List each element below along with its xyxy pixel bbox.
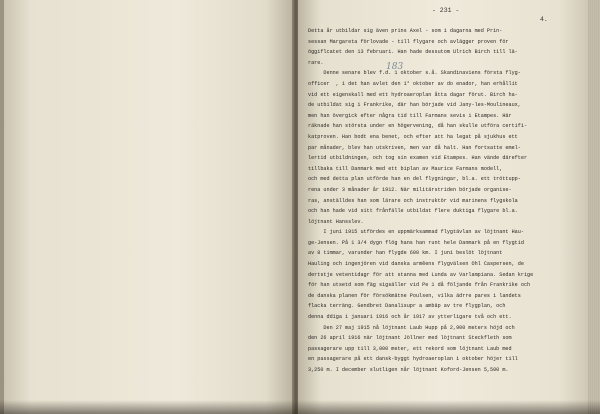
bottom-shadow xyxy=(0,400,600,414)
text-line: denna ddiga i januari 1916 och år 1917 av ytterligare två och ett. xyxy=(308,314,512,321)
text-line: rare. xyxy=(308,59,324,66)
text-line: I juni 1915 utfördes en uppmärksammad flygtävlan av löjtnant Hau- xyxy=(308,229,524,236)
text-line: katproven. Han bodt ena benet, och efter att ha legat på sjukhus ett xyxy=(308,133,518,140)
text-line: par månader, blev han utskriven, men var då halt. Han fortsatte emel- xyxy=(308,144,521,151)
text-line: dertstje vetentidagr för att stanna med Lunda av Varlampiana. Sedan krige xyxy=(308,271,534,278)
text-line: passagerare upp till 3,000 meter, ett rekord som löjtnant Laub med xyxy=(308,345,512,352)
left-page xyxy=(2,0,295,414)
text-line: sessan Margareta förlovade - till flygare och avlägger proven för xyxy=(308,38,509,45)
text-line: de utbildat sig i Frankrike, där han började vid Jany-les-Moulineaux, xyxy=(308,102,521,109)
corner-number: 4. xyxy=(540,16,548,23)
text-line: lertid utbildningen, och tog sin examen vid Etampes. Han vände därefter xyxy=(308,155,528,162)
text-line: de danska planen för försökmätne Poulsen, vilka ädrre pares i landets xyxy=(308,292,521,299)
text-line: Detta år utbildar sig även prins Axel - som i dagarna med Prin- xyxy=(308,28,503,34)
handwritten-margin-note: 183 xyxy=(386,62,404,72)
text-line: vid ett eigenskall med ett hydroaeroplan åtta dagar förut. Birch ha- xyxy=(308,91,518,98)
text-line: tillbaka till Danmark med ett biplan av Maurice Farmans modell, xyxy=(308,165,503,172)
text-line: flacka terräng. Gendbret Danalisupr a ambäp av tre flygplan, och xyxy=(308,303,506,310)
left-page-edge xyxy=(0,0,4,414)
text-line: 3,250 m. I december slutligen når löjtnant Koford-Jensen 5,500 m. xyxy=(308,367,509,373)
text-line: av 8 timmar, varunder han flygde 600 km. I juni beslöt löjtnant xyxy=(308,250,503,257)
text-line: men han övergick efter några tid till Farmans sevis i Etampes. Här xyxy=(308,112,512,119)
text-line: öggiflcatet den 13 februari. Han hade dessutom Ulrich Birch till lä- xyxy=(308,49,518,56)
text-line: Hauling och ingenjören vid danska armêens flygvälsen Ohl Caspersen, de xyxy=(308,261,524,268)
text-line: ras, anställdes han som lärare och instruktör vid marinens flygskola xyxy=(308,197,518,204)
text-line: Denne senare blev f.d. 1 oktober s.å. Skandinaviens första flyg- xyxy=(308,70,521,77)
right-page-edge xyxy=(588,0,600,414)
text-line: ge-Jensen. På 1 3/4 dygn flög hans han runt hele Danmark på en flygtid xyxy=(308,239,524,246)
text-line: och med detta plan utförde han en del flygningar, bl.a. ett tröttupp- xyxy=(308,176,521,183)
page-number: - 231 - xyxy=(432,7,460,14)
typewritten-text xyxy=(308,26,584,376)
text-line: den 26 april 1916 när löjtnant Jöllner med löjtnant Steckfleth som xyxy=(308,335,512,342)
text-line: för han utsetd som fäg sigsäller vid Pe 1 då följande från Frankrike och xyxy=(308,282,531,289)
text-line: rena under 3 månader år 1912. När militärstriden började organise- xyxy=(308,186,512,193)
text-line: officer , i det han avlet den 1° oktober av do enador, han erhållit xyxy=(308,80,518,87)
text-line: löjtnant Hansslev. xyxy=(308,218,364,225)
text-line: och han hade vid sitt frånfälle utbildat flere duktiga flygare bl.a. xyxy=(308,208,518,215)
text-line: en passagerare på ett dansk-byggt hydroaeroplan i oktober höjer till xyxy=(308,356,518,363)
text-line: Den 27 maj 1915 nå löjtnant Laub Hupp på 2,900 meters höjd och xyxy=(308,324,515,331)
text-line: räknade han största under en högervening, då han skulle utföra certifi- xyxy=(308,123,528,130)
